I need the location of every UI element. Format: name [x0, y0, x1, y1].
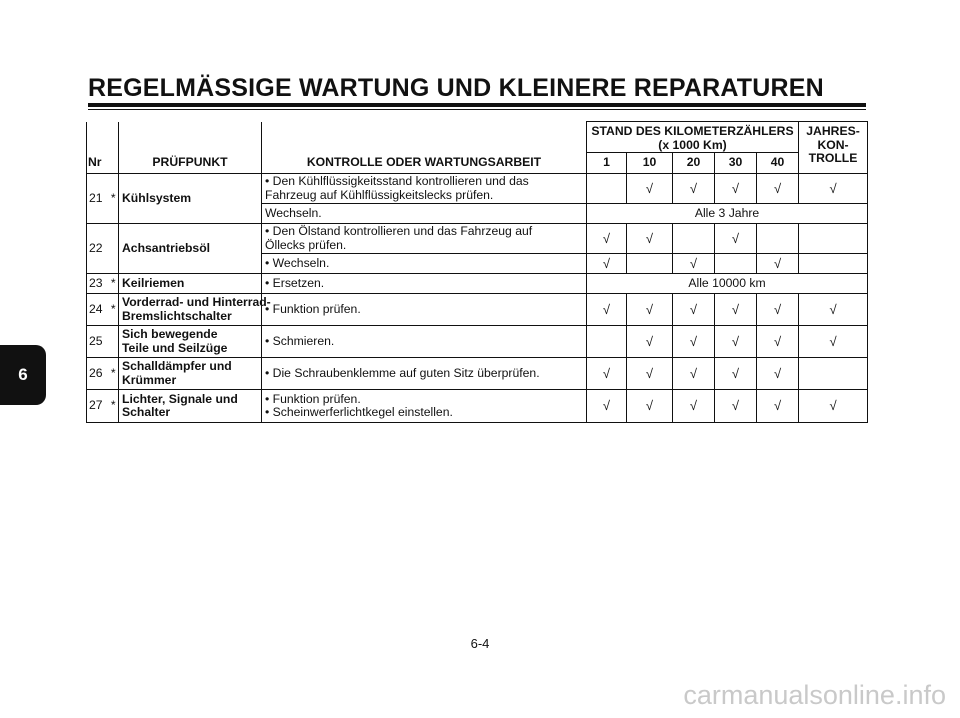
header-odo	[587, 122, 799, 153]
check-cell: √	[673, 294, 715, 326]
check-cell: √	[757, 174, 799, 204]
row-action-line: • Den Kühlflüssigkeitsstand kontrollieren und das	[265, 174, 529, 188]
check-cell: √	[627, 224, 673, 254]
chapter-tab: 6	[0, 345, 46, 405]
check-cell: √	[799, 174, 868, 204]
check-cell: √	[627, 358, 673, 390]
row-action: • Wechseln.	[262, 254, 587, 274]
table-row	[87, 174, 868, 204]
header-odo-line1: STAND DES KILOMETERZÄHLERS	[591, 124, 794, 138]
row-item	[119, 294, 271, 326]
header-check: KONTROLLE ODER WARTUNGSARBEIT	[262, 153, 587, 174]
header-odo-line2: (x 1000 Km)	[658, 137, 727, 152]
row-star: *	[109, 274, 119, 294]
header-annual-line1: JAHRES-	[806, 124, 860, 138]
check-cell: √	[715, 358, 757, 390]
watermark: carmanualsonline.info	[683, 680, 946, 710]
row-number: 24	[87, 294, 109, 326]
table-row	[87, 274, 868, 294]
check-cell	[799, 254, 868, 274]
row-star: *	[109, 390, 119, 423]
interval-span: Alle 3 Jahre	[587, 204, 868, 224]
check-cell: √	[587, 358, 627, 390]
check-cell: √	[673, 358, 715, 390]
row-item: Achsantriebsöl	[119, 224, 262, 274]
check-cell: √	[799, 390, 868, 423]
row-item-line: Sich bewegende	[122, 327, 218, 341]
row-star: *	[109, 294, 119, 326]
page-title: REGELMÄSSIGE WARTUNG UND KLEINERE REPARATUREN	[88, 74, 824, 102]
check-cell: √	[673, 390, 715, 423]
check-cell: √	[627, 174, 673, 204]
row-item	[119, 326, 262, 358]
header-odo-30: 30	[715, 153, 757, 174]
row-action-line: Fahrzeug auf Kühlflüssigkeitslecks prüfen.	[265, 187, 494, 202]
row-action-line: Öllecks prüfen.	[265, 237, 347, 252]
row-action: • Ersetzen.	[262, 274, 587, 294]
check-cell	[799, 358, 868, 390]
check-cell: √	[799, 326, 868, 358]
row-action: • Funktion prüfen.	[262, 294, 587, 326]
row-number: 23	[87, 274, 109, 294]
header-nr-top	[87, 122, 119, 153]
check-cell: √	[757, 294, 799, 326]
header-annual-line2: KON-	[817, 137, 849, 152]
header-check-top	[262, 122, 587, 153]
maintenance-table	[86, 121, 868, 423]
header-annual-line3: TROLLE	[808, 151, 858, 165]
check-cell: √	[673, 174, 715, 204]
row-action	[262, 390, 587, 423]
row-action: • Die Schraubenklemme auf guten Sitz überprüfen.	[262, 358, 587, 390]
check-cell	[715, 254, 757, 274]
row-item-line: Schalter	[122, 405, 171, 419]
check-cell	[627, 254, 673, 274]
check-cell: √	[673, 326, 715, 358]
row-action: • Schmieren.	[262, 326, 587, 358]
check-cell: √	[757, 390, 799, 423]
row-star: *	[109, 358, 119, 390]
row-star	[109, 224, 119, 274]
check-cell	[757, 224, 799, 254]
table-row	[87, 326, 868, 358]
header-item: PRÜFPUNKT	[119, 153, 262, 174]
row-star	[109, 326, 119, 358]
check-cell: √	[757, 254, 799, 274]
row-number: 25	[87, 326, 109, 358]
row-item	[119, 390, 262, 423]
check-cell: √	[715, 390, 757, 423]
check-cell	[587, 326, 627, 358]
row-action: Wechseln.	[262, 204, 587, 224]
row-item	[119, 358, 262, 390]
table-row	[87, 390, 868, 423]
row-item-line: Bremslichtschalter	[122, 308, 232, 323]
row-item: Keilriemen	[119, 274, 262, 294]
row-action-line: • Funktion prüfen.	[265, 391, 361, 406]
header-item-top	[119, 122, 262, 153]
row-item-line: Vorderrad- und Hinterrad-	[122, 295, 271, 309]
check-cell: √	[627, 390, 673, 423]
header-odo-1: 1	[587, 153, 627, 174]
check-cell: √	[627, 326, 673, 358]
table-row	[87, 224, 868, 254]
check-cell: √	[587, 224, 627, 254]
row-item-line: Teile und Seilzüge	[122, 340, 228, 355]
check-cell: √	[715, 294, 757, 326]
check-cell: √	[715, 326, 757, 358]
row-number: 27	[87, 390, 109, 423]
row-item-line: Lichter, Signale und	[122, 391, 238, 406]
interval-span: Alle 10000 km	[587, 274, 868, 294]
row-action	[262, 174, 587, 204]
header-odo-40: 40	[757, 153, 799, 174]
row-number: 21	[87, 174, 109, 224]
check-cell	[587, 174, 627, 204]
title-rule-thin	[88, 109, 866, 110]
row-item-line: Krümmer	[122, 372, 177, 387]
table-row	[87, 294, 868, 326]
header-odo-10: 10	[627, 153, 673, 174]
check-cell: √	[587, 294, 627, 326]
header-annual	[799, 122, 868, 174]
table-row	[87, 358, 868, 390]
row-action-line: • Scheinwerferlichtkegel einstellen.	[265, 405, 453, 419]
header-nr: Nr	[87, 153, 119, 174]
check-cell: √	[673, 254, 715, 274]
row-item-line: Schalldämpfer und	[122, 359, 232, 373]
check-cell: √	[799, 294, 868, 326]
page-number: 6-4	[470, 636, 490, 651]
check-cell: √	[715, 224, 757, 254]
title-rule	[88, 103, 866, 107]
row-number: 26	[87, 358, 109, 390]
check-cell	[799, 224, 868, 254]
check-cell: √	[587, 390, 627, 423]
check-cell: √	[627, 294, 673, 326]
check-cell: √	[715, 174, 757, 204]
check-cell: √	[757, 358, 799, 390]
check-cell	[673, 224, 715, 254]
row-star: *	[109, 174, 119, 224]
row-action-line: • Den Ölstand kontrollieren und das Fahrzeug auf	[265, 224, 533, 238]
row-item: Kühlsystem	[119, 174, 262, 224]
row-number: 22	[87, 224, 109, 274]
header-odo-20: 20	[673, 153, 715, 174]
check-cell: √	[757, 326, 799, 358]
row-action	[262, 224, 587, 254]
check-cell: √	[587, 254, 627, 274]
